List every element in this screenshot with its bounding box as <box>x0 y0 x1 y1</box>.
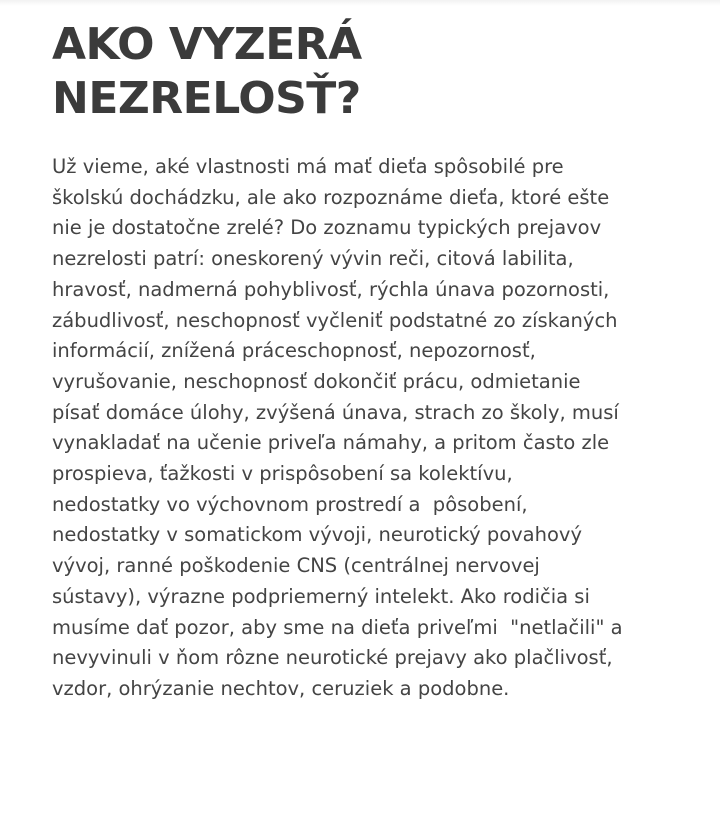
body-line: prospieva, ťažkosti v prispôsobení sa kolektívu, <box>52 462 513 486</box>
body-line: hravosť, nadmerná pohyblivosť, rýchla únava pozornosti, <box>52 277 610 301</box>
article-heading <box>52 0 682 126</box>
body-line: školskú dochádzku, ale ako rozpoznáme dieťa, ktoré ešte <box>52 185 610 209</box>
body-line: nevyvinuli v ňom rôzne neurotické prejavy ako plačlivosť, <box>52 646 613 670</box>
body-line: zábudlivosť, neschopnosť vyčleniť podstatné zo získaných <box>52 308 618 332</box>
body-line: písať domáce úlohy, zvýšená únava, strach zo školy, musí <box>52 400 619 424</box>
body-line: vývoj, ranné poškodenie CNS (centrálnej nervovej <box>52 554 540 578</box>
body-line: sústavy), výrazne podpriemerný intelekt. Ako rodičia si <box>52 584 590 608</box>
article-body <box>52 126 682 705</box>
heading-line: AKO VYZERÁ <box>52 19 362 70</box>
body-line: nie je dostatočne zrelé? Do zoznamu typických prejavov <box>52 216 602 240</box>
body-line: informácií, znížená práceschopnosť, nepozornosť, <box>52 339 536 363</box>
body-line: nedostatky v somatickom vývoji, neurotický povahový <box>52 523 582 547</box>
body-line: vynakladať na učenie priveľa námahy, a pritom často zle <box>52 431 610 455</box>
body-line: Už vieme, aké vlastnosti má mať dieťa spôsobilé pre <box>52 155 564 178</box>
body-line: vzdor, ohrýzanie nechtov, ceruziek a podobne. <box>52 676 510 700</box>
body-line: nezrelosti patrí: oneskorený vývin reči, citová labilita, <box>52 247 574 271</box>
heading-line: NEZRELOSŤ? <box>52 73 361 124</box>
body-line: musíme dať pozor, aby sme na dieťa priveľmi "netlačili" a <box>52 615 623 639</box>
article <box>52 0 682 705</box>
body-line: vyrušovanie, neschopnosť dokončiť prácu, odmietanie <box>52 369 581 393</box>
body-line: nedostatky vo výchovnom prostredí a pôsobení, <box>52 492 528 516</box>
